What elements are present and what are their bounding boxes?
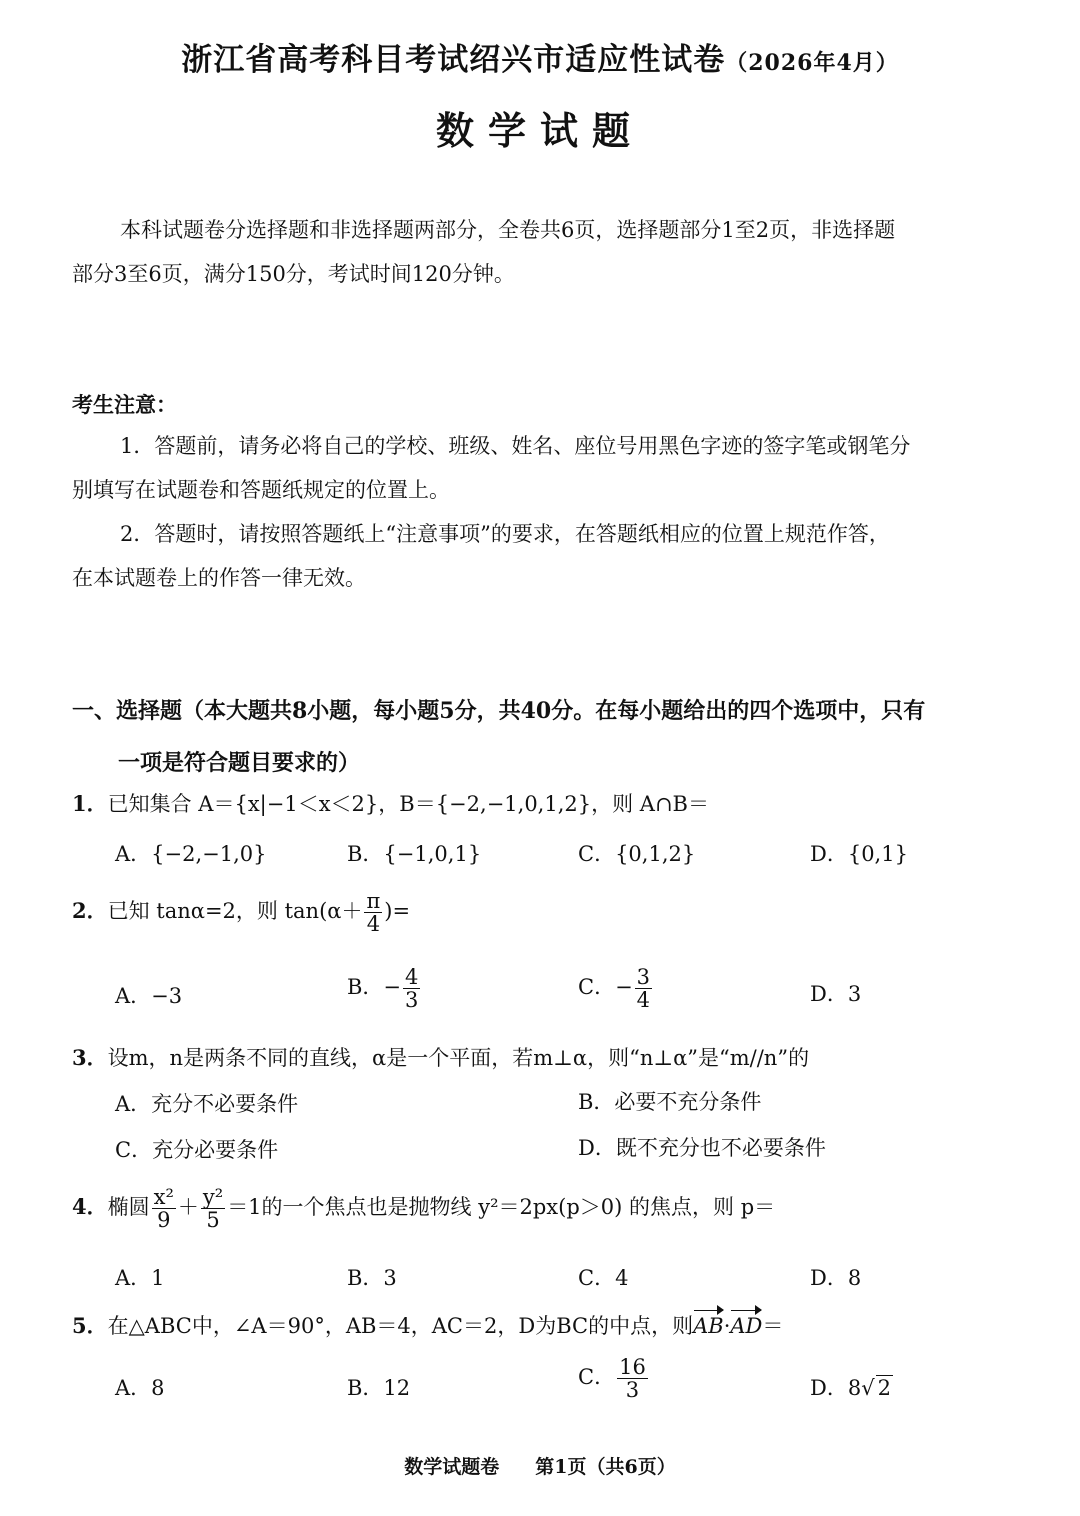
sqrt-radicand: 2 [877, 1376, 891, 1400]
q2-option-b-label: B．− [347, 975, 402, 1000]
q1-option-d: D．{0,1} [810, 842, 908, 866]
question-3-number: 3． [72, 1045, 108, 1070]
intro-line-1: 本科试题卷分选择题和非选择题两部分，全卷共6页，选择题部分1至2页，非选择题 [120, 218, 896, 242]
notice-heading: 考生注意： [72, 392, 177, 417]
q2-option-b-fraction [403, 966, 420, 1011]
q2-option-c [578, 966, 654, 1011]
vector-ad: AD [730, 1308, 762, 1338]
sqrt-sign: √ [861, 1376, 875, 1400]
fraction-numerator: y² [202, 1185, 224, 1209]
section-heading-line-2: 一项是符合题目要求的） [118, 750, 361, 776]
q5-option-c [578, 1356, 650, 1401]
fraction-denominator: 9 [157, 1208, 171, 1233]
question-5-text-pre: 在△ABC中，∠A＝90°，AB＝4，AC＝2，D为BC的中点，则 [107, 1314, 694, 1338]
question-4-text-post: ＝1的一个焦点也是抛物线 y²＝2px(p＞0) 的焦点，则 p＝ [227, 1195, 776, 1220]
q1-option-b: B．{−1,0,1} [347, 842, 482, 866]
page-footer [0, 1452, 1080, 1479]
exam-subject: 数学试题 [435, 108, 644, 153]
q3-option-d: D．既不充分也不必要条件 [578, 1136, 826, 1160]
q2-option-a: A．−3 [115, 984, 183, 1008]
question-5 [72, 1308, 783, 1340]
q2-option-c-label: C．− [578, 975, 633, 1000]
pi-over-4-fraction [364, 890, 382, 935]
q4-option-b: B．3 [347, 1266, 397, 1290]
q5-option-a: A．8 [115, 1376, 165, 1400]
q2-option-b [347, 966, 422, 1011]
footer-page-number: 第1页（共6页） [535, 1456, 676, 1478]
q5-option-c-label: C． [578, 1365, 616, 1390]
fraction-numerator: 16 [619, 1355, 646, 1379]
q3-option-c: C．充分必要条件 [115, 1138, 279, 1162]
question-1-number: 1． [72, 791, 108, 816]
fraction-numerator: x² [153, 1185, 174, 1209]
plus-sign: ＋ [177, 1195, 199, 1220]
question-5-text-post: ＝ [762, 1314, 784, 1338]
q5-option-c-fraction [617, 1356, 648, 1401]
exam-title-text: 浙江省高考科目考试绍兴市适应性试卷 [181, 42, 726, 78]
question-4-text-pre: 椭圆 [107, 1195, 150, 1220]
q5-option-d-label: D．8 [810, 1376, 862, 1400]
fraction-numerator: 4 [405, 965, 419, 989]
fraction-denominator: 3 [625, 1378, 640, 1403]
question-2-text-pre: 已知 tanα=2，则 tan(α＋ [107, 899, 363, 924]
notice-item-2-line-2: 在本试题卷上的作答一律无效。 [72, 566, 366, 590]
question-4 [72, 1186, 775, 1231]
x-squared-over-9-fraction [152, 1186, 176, 1231]
section-heading-line-1: 一、选择题（本大题共8小题，每小题5分，共40分。在每小题给出的四个选项中，只有 [72, 698, 926, 724]
fraction-denominator: 5 [206, 1208, 220, 1233]
question-4-number: 4． [72, 1194, 108, 1220]
fraction-denominator: 4 [366, 912, 381, 937]
dot-product-sign: · [723, 1314, 731, 1338]
notice-item-2-line-1: 2．答题时，请按照答题纸上“注意事项”的要求，在答题纸相应的位置上规范作答， [120, 522, 890, 546]
footer-title: 数学试题卷 [404, 1456, 500, 1478]
q1-option-c: C．{0,1,2} [578, 842, 696, 866]
question-3 [72, 1042, 809, 1072]
q2-option-c-fraction [635, 966, 652, 1011]
notice-item-1-line-2: 别填写在试题卷和答题纸规定的位置上。 [72, 478, 450, 502]
fraction-denominator: 3 [405, 988, 419, 1013]
notice-item-1-line-1: 1．答题前，请务必将自己的学校、班级、姓名、座位号用黑色字迹的签字笔或钢笔分 [120, 434, 911, 458]
q4-option-a: A．1 [115, 1266, 165, 1290]
q3-option-a: A．充分不必要条件 [115, 1092, 299, 1116]
question-5-number: 5． [72, 1313, 108, 1338]
q2-option-d: D．3 [810, 982, 862, 1006]
question-2-text-post: )= [384, 899, 411, 924]
q5-option-b: B．12 [347, 1376, 411, 1400]
fraction-numerator: π [366, 889, 381, 913]
q1-option-a: A．{−2,−1,0} [115, 842, 267, 866]
q3-option-b: B．必要不充分条件 [578, 1090, 762, 1114]
q5-option-d [810, 1372, 893, 1402]
question-1-text: 已知集合 A＝{x|−1＜x＜2}，B＝{−2,−1,0,1,2}，则 A∩B＝ [107, 792, 709, 816]
question-3-text: 设m，n是两条不同的直线，α是一个平面，若m⊥α，则“n⊥α”是“m//n”的 [107, 1046, 810, 1070]
question-2 [72, 890, 410, 935]
y-squared-over-5-fraction [201, 1186, 225, 1231]
exam-title [0, 34, 1080, 79]
q4-option-d: D．8 [810, 1266, 862, 1290]
intro-line-2: 部分3至6页，满分150分，考试时间120分钟。 [72, 262, 515, 286]
q4-option-c: C．4 [578, 1266, 629, 1290]
fraction-numerator: 3 [636, 965, 651, 989]
exam-date: （2026年4月） [725, 50, 899, 76]
question-2-number: 2． [72, 898, 108, 924]
vector-ab: AB [693, 1308, 724, 1338]
question-1 [72, 788, 709, 818]
fraction-denominator: 4 [636, 988, 651, 1013]
